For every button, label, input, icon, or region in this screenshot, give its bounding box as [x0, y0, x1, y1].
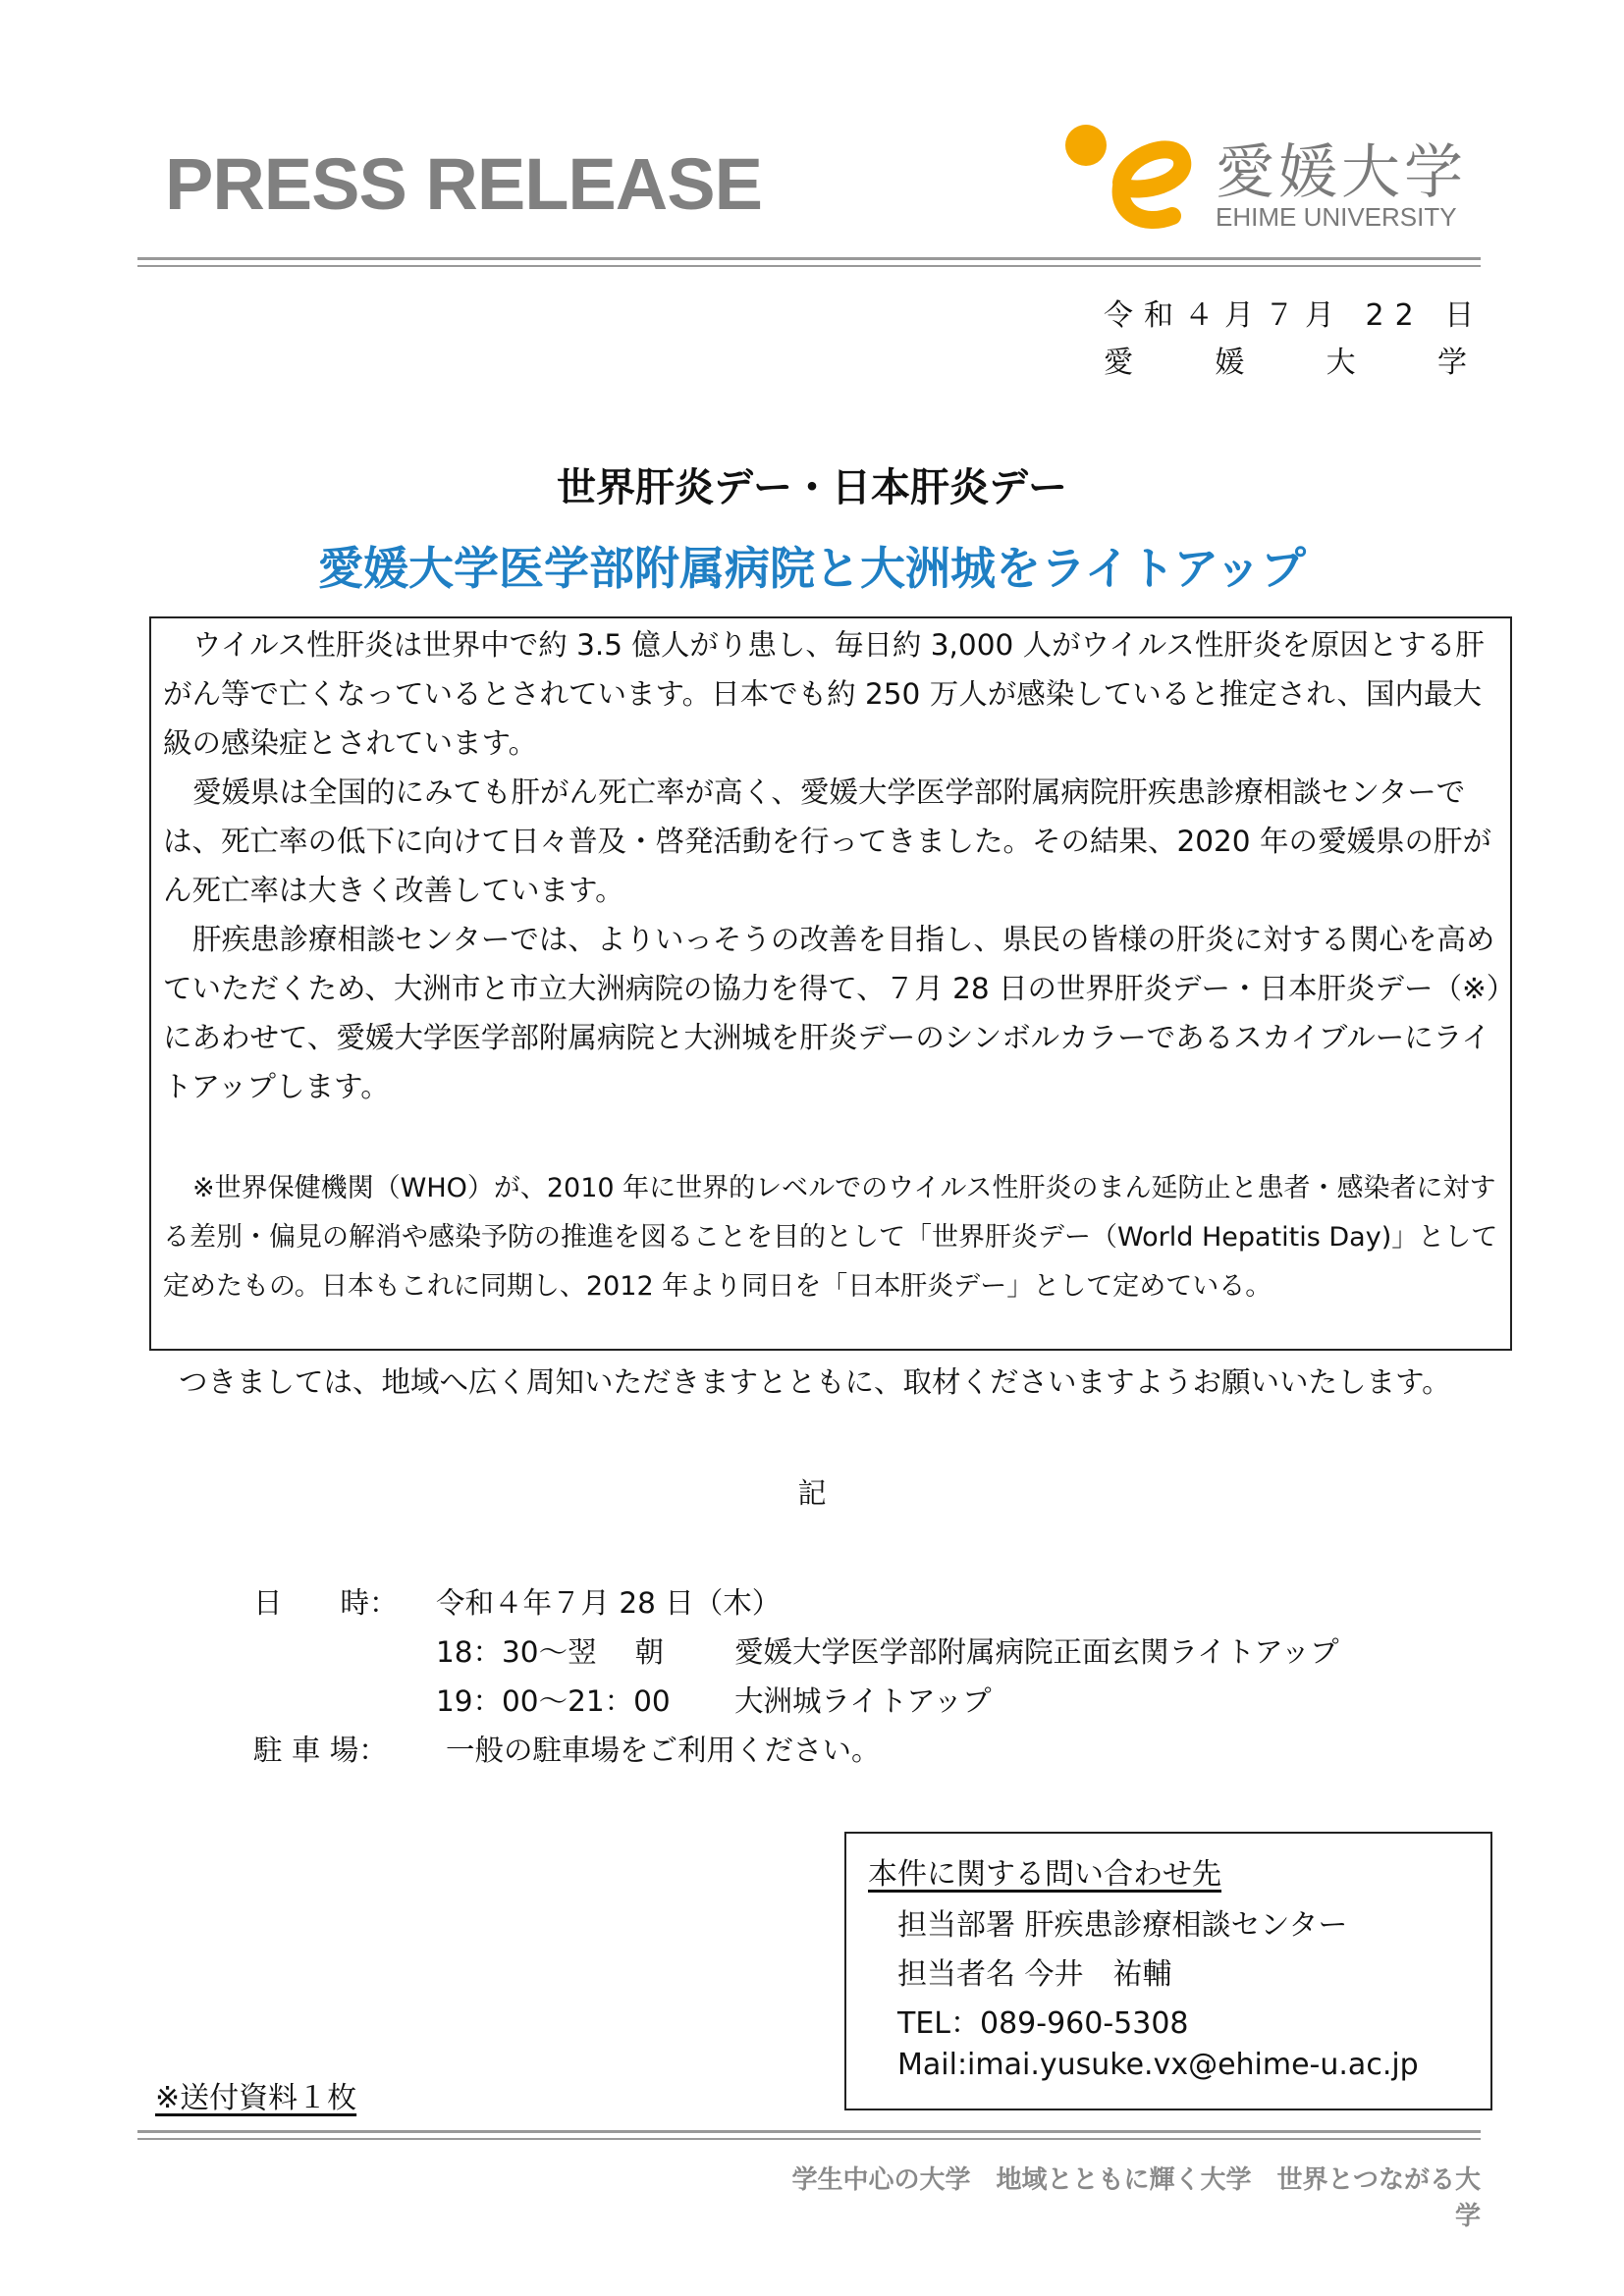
ki-mark: 記 [797, 1476, 827, 1510]
subtitle: 世界肝炎デー・日本肝炎デー [557, 465, 1067, 510]
university-name-en: EHIME UNIVERSITY [1216, 202, 1457, 232]
header-divider [137, 257, 1481, 260]
body-paragraph: 肝疾患診療相談センターでは、よりいっそうの改善を目指し、県民の皆様の肝炎に対する関心を高めていただくため、大洲市と市立大洲病院の協力を得て、７月 28 日の世界肝炎デー・日本肝炎デー（※）にあわせて、愛媛大学医学部附属病院と大洲城を肝炎デーのシンボルカラーであるスカイブルーにライトアップします。 [163, 923, 1501, 1103]
contact-person: 担当者名 今井 祐輔 [897, 1957, 1172, 1992]
schedule-event: 大洲城ライトアップ [734, 1684, 992, 1718]
contact-department: 担当部署 肝疾患診療相談センター [897, 1908, 1348, 1943]
university-name-jp: 愛媛大学 [1216, 138, 1467, 207]
datetime-value: 令和４年７月 28 日（木） [436, 1586, 782, 1620]
footer-divider [137, 2130, 1481, 2133]
footnote: ※世界保健機関（WHO）が、2010 年に世界的レベルでのウイルス性肝炎のまん延防止と患者・感染者に対する差別・偏見の解消や感染予防の推進を図ることを目的として「世界肝炎デー（World Hepatitis Day)」として定めたもの。日本もこれに同期し、2012 年より同日を「日本肝炎デー」として定めている。 [163, 1173, 1498, 1302]
org-char: 媛 [1215, 346, 1245, 380]
datetime-label: 日 時： [253, 1586, 399, 1620]
enclosure-note: ※送付資料１枚 [155, 2081, 357, 2115]
request-paragraph: つきましては、地域へ広く周知いただきますとともに、取材くださいますようお願いいたします。 [179, 1365, 1451, 1399]
footer-slogan: 学生中心の大学 地域とともに輝く大学 世界とつながる大学 [791, 2165, 1481, 2231]
contact-tel: TEL：089-960-5308 [897, 2006, 1189, 2041]
main-title: 愛媛大学医学部附属病院と大洲城をライトアップ [317, 542, 1307, 595]
organization-name [1104, 338, 1467, 381]
org-char: 大 [1326, 346, 1356, 380]
contact-heading: 本件に関する問い合わせ先 [868, 1857, 1221, 1892]
ehime-university-logo-icon [1060, 118, 1198, 236]
org-char: 愛 [1104, 346, 1133, 380]
schedule-time: 18：30～翌 朝 [436, 1635, 664, 1669]
body-paragraph: 愛媛県は全国的にみても肝がん死亡率が高く、愛媛大学医学部附属病院肝疾患診療相談センターでは、死亡率の低下に向けて日々普及・啓発活動を行ってきました。その結果、2020 年の愛媛県の肝がん死亡率は大きく改善しています。 [163, 775, 1491, 907]
footer-divider-secondary [137, 2138, 1481, 2140]
parking-label: 駐 車 場： [253, 1734, 388, 1767]
schedule-time: 19：00～21：00 [436, 1684, 671, 1718]
contact-mail: Mail:imai.yusuke.vx@ehime-u.ac.jp [897, 2048, 1419, 2082]
release-date: 令和４月７月 22 日 [1104, 298, 1486, 333]
org-char: 学 [1436, 346, 1467, 380]
body-paragraph: ウイルス性肝炎は世界中で約 3.5 億人がり患し、毎日約 3,000 人がウイルス性肝炎を原因とする肝がん等で亡くなっているとされています。日本でも約 250 万人が感染していると推定され、国内最大級の感染症とされています。 [163, 628, 1485, 760]
schedule-event: 愛媛大学医学部附属病院正面玄関ライトアップ [734, 1635, 1339, 1669]
header-divider-secondary [137, 265, 1481, 267]
parking-value: 一般の駐車場をご利用ください。 [446, 1734, 881, 1767]
press-release-heading: PRESS RELEASE [165, 143, 762, 225]
